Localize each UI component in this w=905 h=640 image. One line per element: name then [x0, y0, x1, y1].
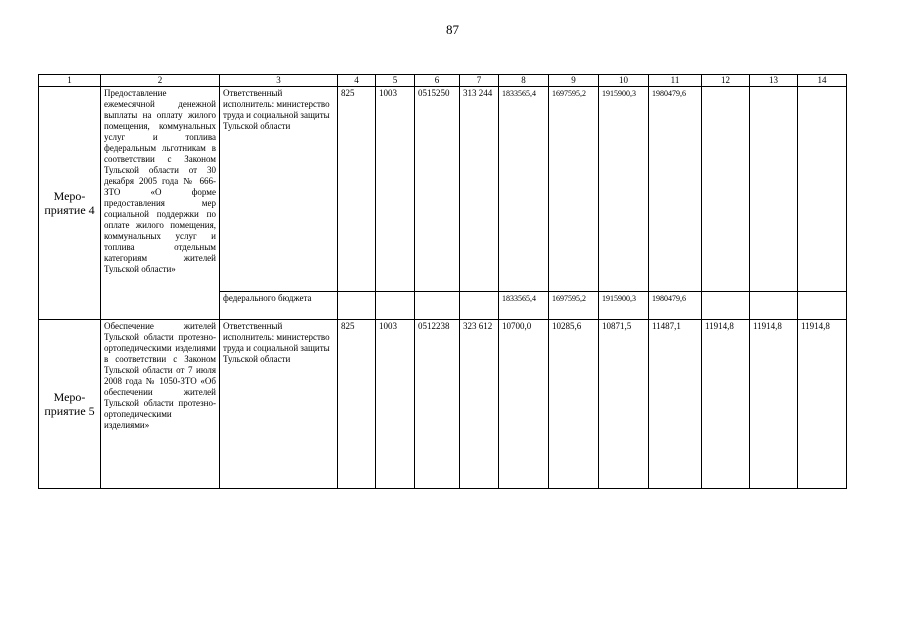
- col-header: 8: [499, 75, 549, 87]
- cell-col8: 10700,0: [499, 320, 549, 489]
- cell-col9: 10285,6: [549, 320, 599, 489]
- col-header: 12: [702, 75, 750, 87]
- cell-col13: 11914,8: [750, 320, 798, 489]
- cell-col7: 323 612: [460, 320, 499, 489]
- col-header: 10: [599, 75, 649, 87]
- col-header: 2: [101, 75, 220, 87]
- cell-col5: 1003: [376, 87, 415, 292]
- measure-label-line1: Меро-: [53, 390, 86, 404]
- cell-col14: [798, 87, 847, 292]
- header-row: [39, 75, 847, 87]
- col-header: 7: [460, 75, 499, 87]
- cell-col12: [702, 292, 750, 320]
- executor-cell: федерального бюджета: [220, 292, 338, 320]
- cell-col5: 1003: [376, 320, 415, 489]
- cell-col9: 1697595,2: [549, 87, 599, 292]
- col-header: 13: [750, 75, 798, 87]
- cell-col11: 1980479,6: [649, 87, 702, 292]
- page-number: 87: [446, 22, 459, 37]
- table-row: [39, 87, 847, 292]
- cell-col6: 0512238: [415, 320, 460, 489]
- measure-label-line1: Меро-: [53, 189, 86, 203]
- measure-cell: [39, 87, 101, 320]
- cell-col13: [750, 292, 798, 320]
- col-header: 11: [649, 75, 702, 87]
- cell-col10: 10871,5: [599, 320, 649, 489]
- cell-col4: 825: [338, 320, 376, 489]
- cell-col8: 1833565,4: [499, 87, 549, 292]
- measure-label-line2: приятие 4: [44, 203, 95, 217]
- col-header: 9: [549, 75, 599, 87]
- cell-col10: 1915900,3: [599, 87, 649, 292]
- col-header: 3: [220, 75, 338, 87]
- cell-col7: [460, 292, 499, 320]
- cell-col6: [415, 292, 460, 320]
- cell-col8: 1833565,4: [499, 292, 549, 320]
- cell-col11: 1980479,6: [649, 292, 702, 320]
- cell-col5: [376, 292, 415, 320]
- col-header: 5: [376, 75, 415, 87]
- cell-col12: [702, 87, 750, 292]
- executor-cell: Ответственный исполнитель: министерство труда и социальной защиты Тульской области: [220, 320, 338, 489]
- measure-label-line2: приятие 5: [44, 404, 95, 418]
- cell-col14: [798, 292, 847, 320]
- cell-col13: [750, 87, 798, 292]
- description-cell: Обеспечение жителей Тульской области протезно-ортопедическими изделиями в соответствии с Законом Тульской области от 7 июля 2008 года № 1050-ЗТО «Об обеспечении жителей Тульской области протезно-ортопедическими изделиями»: [101, 320, 220, 489]
- col-header: 4: [338, 75, 376, 87]
- description-cell: Предоставление ежемесячной денежной выплаты на оплату жилого помещения, коммунальных услуг и топлива федеральным льготникам в соответствии с Законом Тульской области от 30 декабря 2005 года № 666-ЗТО «О форме предоставления мер социальной поддержки по оплате жилого помещения, коммунальных услуг и топлива отдельным категориям жителей Тульской области»: [101, 87, 220, 320]
- cell-col12: 11914,8: [702, 320, 750, 489]
- cell-col4: [338, 292, 376, 320]
- program-table: [38, 74, 847, 489]
- cell-col7: 313 244: [460, 87, 499, 292]
- table-row: [39, 320, 847, 489]
- cell-col9: 1697595,2: [549, 292, 599, 320]
- cell-col11: 11487,1: [649, 320, 702, 489]
- cell-col10: 1915900,3: [599, 292, 649, 320]
- measure-cell: [39, 320, 101, 489]
- col-header: 6: [415, 75, 460, 87]
- cell-col6: 0515250: [415, 87, 460, 292]
- cell-col4: 825: [338, 87, 376, 292]
- col-header: 14: [798, 75, 847, 87]
- cell-col14: 11914,8: [798, 320, 847, 489]
- col-header: 1: [39, 75, 101, 87]
- executor-cell: Ответственный исполнитель: министерство труда и социальной защиты Тульской области: [220, 87, 338, 292]
